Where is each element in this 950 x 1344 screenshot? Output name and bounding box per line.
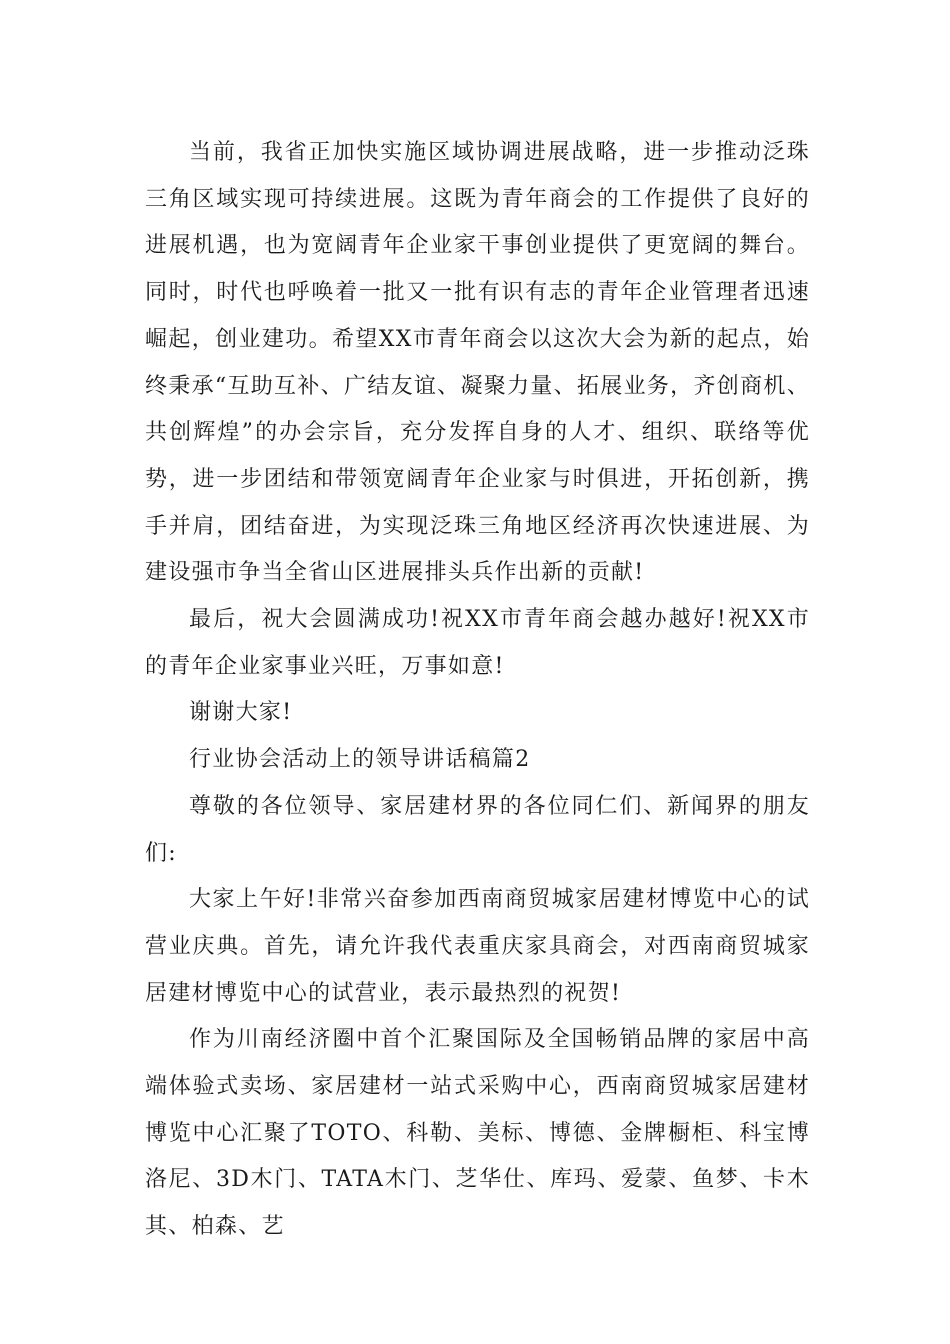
paragraph-brands: 作为川南经济圈中首个汇聚国际及全国畅销品牌的家居中高端体验式卖场、家居建材一站式采购中心，西南商贸城家居建材博览中心汇聚了TOTO、科勒、美标、博德、金牌橱柜、科宝博洛尼、3D木门、TATA木门、芝华仕、库玛、爱蒙、鱼梦、卡木其、柏森、艺 — [145, 1027, 810, 1240]
document-body — [145, 130, 810, 1251]
paragraph-closing-wishes: 最后，祝大会圆满成功!祝XX市青年商会越办越好!祝XX市的青年企业家事业兴旺，万事如意! — [145, 607, 810, 679]
paragraph-thanks: 谢谢大家! — [189, 700, 293, 726]
paragraph-regional-development: 当前，我省正加快实施区域协调进展战略，进一步推动泛珠三角区域实现可持续进展。这既为青年商会的工作提供了良好的进展机遇，也为宽阔青年企业家干事创业提供了更宽阔的舞台。同时，时代也呼唤着一批又一批有识有志的青年企业管理者迅速崛起，创业建功。希望XX市青年商会以这次大会为新的起点，始终秉承“互助互补、广结友谊、凝聚力量、拓展业务，齐创商机、共创辉煌”的办会宗旨，充分发挥自身的人才、组织、联络等优势，进一步团结和带领宽阔青年企业家与时俱进，开拓创新，携手并肩，团结奋进，为实现泛珠三角地区经济再次快速进展、为建设强市争当全省山区进展排头兵作出新的贡献! — [145, 140, 810, 586]
paragraph-salutation: 尊敬的各位领导、家居建材界的各位同仁们、新闻界的朋友们: — [145, 793, 810, 866]
section-heading: 行业协会活动上的领导讲话稿篇2 — [189, 747, 531, 773]
paragraph-greeting: 大家上午好!非常兴奋参加西南商贸城家居建材博览中心的试营业庆典。首先，请允许我代表重庆家具商会，对西南商贸城家居建材博览中心的试营业，表示最热烈的祝贺! — [145, 887, 810, 1006]
